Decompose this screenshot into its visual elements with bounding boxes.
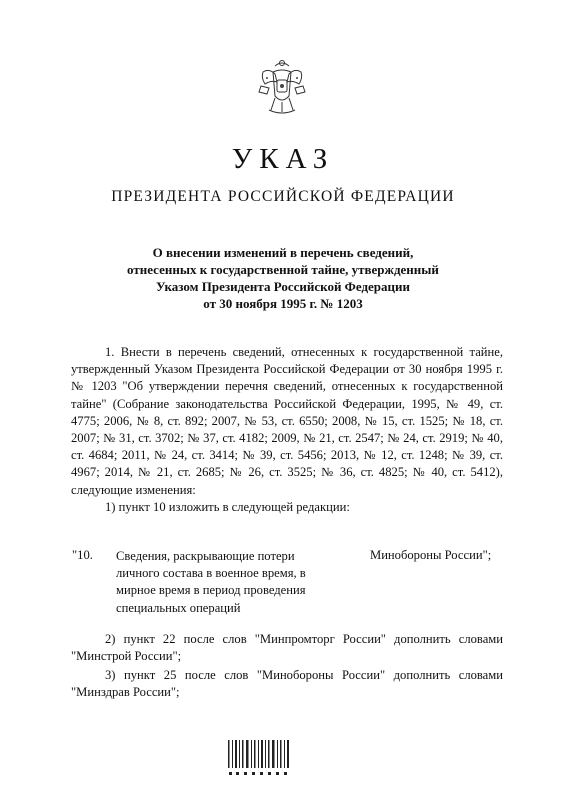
decree-heading bbox=[90, 244, 476, 312]
subitem-3: 3) пункт 25 после слов "Минобороны России" дополнить словами "Минздрав России"; bbox=[71, 668, 503, 700]
heading-line: от 30 ноября 1995 г. № 1203 bbox=[203, 296, 363, 311]
table-row-number: "10. bbox=[72, 548, 93, 562]
table-row-department: Минобороны России"; bbox=[370, 548, 492, 562]
subitem-1: 1) пункт 10 изложить в следующей редакции: bbox=[105, 499, 350, 514]
subitem-3-block bbox=[71, 667, 503, 702]
heading-line: отнесенных к государственной тайне, утвержденный bbox=[127, 262, 439, 277]
coat-of-arms-emblem bbox=[255, 58, 309, 116]
subitem-2-block bbox=[71, 631, 503, 666]
heading-line: Указом Президента Российской Федерации bbox=[155, 279, 410, 294]
table-row-description: Сведения, раскрывающие потери личного состава в военное время, в мирное время в период проведения специальных операций bbox=[116, 549, 306, 615]
document-title: УКАЗ bbox=[231, 143, 335, 175]
heading-line: О внесении изменений в перечень сведений, bbox=[152, 245, 414, 260]
decree-body bbox=[71, 344, 503, 516]
document-subtitle: ПРЕЗИДЕНТА РОССИЙСКОЙ ФЕДЕРАЦИИ bbox=[111, 188, 455, 205]
subitem-2: 2) пункт 22 после слов "Минпромторг России" дополнить словами "Минстрой России"; bbox=[71, 632, 503, 664]
barcode-stamp bbox=[226, 734, 294, 780]
paragraph-1: 1. Внести в перечень сведений, отнесенных к государственной тайне, утвержденный Указом Президента Российской Федерации от 30 ноября 1995 г. № 1203 "Об утверждении перечня сведений, отнесенных к государственной тайне" (Собрание законодательства Российской Федерации, 1995, № 49, ст. 4775; 2006, № 8, ст. 892; 2007, № 53, ст. 6550; 2008, № 15, ст. 1525; № 18, ст. 2007; № 31, ст. 3702; № 37, ст. 4182; 2009, № 21, ст. 2547; № 24, ст. 2919; № 40, ст. 4684; 2011, № 24, ст. 3414; № 39, ст. 5456; 2013, № 12, ст. 1248; № 39, ст. 4967; 2014, № 21, ст. 2685; № 26, ст. 3525; № 36, ст. 4825; № 40, ст. 5412), следующие изменения: bbox=[71, 345, 503, 497]
